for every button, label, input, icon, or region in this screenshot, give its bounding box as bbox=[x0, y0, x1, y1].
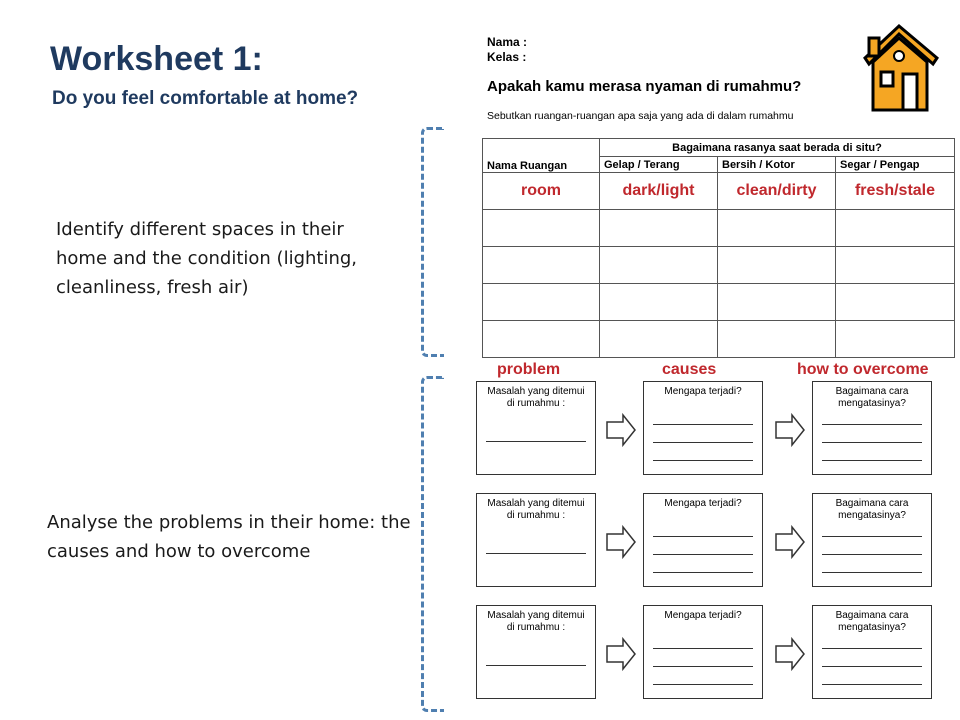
clean-translation: clean/dirty bbox=[736, 182, 817, 199]
flow-arrow-icon bbox=[606, 413, 636, 447]
flow-arrow-icon bbox=[775, 413, 805, 447]
table-row bbox=[483, 210, 955, 247]
label-overcome: how to overcome bbox=[797, 361, 929, 378]
answer-line bbox=[822, 648, 922, 649]
answer-line bbox=[653, 554, 753, 555]
flow-arrow-icon bbox=[775, 637, 805, 671]
cause-box-prompt: Mengapa terjadi? bbox=[664, 386, 742, 397]
room-translation: room bbox=[521, 182, 561, 199]
table-cell bbox=[483, 173, 600, 210]
answer-line bbox=[653, 460, 753, 461]
group-header: Bagaimana rasanya saat berada di situ? bbox=[600, 139, 955, 157]
answer-line bbox=[486, 441, 586, 442]
solution-box-prompt: Bagaimana cara mengatasinya? bbox=[835, 610, 909, 633]
col-light-header: Gelap / Terang bbox=[600, 157, 718, 173]
slide-subtitle: Do you feel comfortable at home? bbox=[52, 88, 359, 109]
cause-box-prompt: Mengapa terjadi? bbox=[664, 610, 742, 621]
problem-box bbox=[476, 605, 596, 699]
col-room-header: Nama Ruangan bbox=[483, 139, 600, 173]
table-cell bbox=[600, 173, 718, 210]
answer-line bbox=[653, 536, 753, 537]
table-cell bbox=[718, 173, 836, 210]
worksheet-question: Apakah kamu merasa nyaman di rumahmu? bbox=[487, 78, 802, 95]
problem-box-prompt: Masalah yang ditemui di rumahmu : bbox=[487, 498, 585, 521]
answer-line bbox=[822, 460, 922, 461]
label-causes: causes bbox=[662, 361, 717, 378]
problem-box-prompt: Masalah yang ditemui di rumahmu : bbox=[487, 610, 585, 633]
label-problem: problem bbox=[497, 361, 561, 378]
answer-line bbox=[486, 553, 586, 554]
answer-line bbox=[653, 684, 753, 685]
answer-line bbox=[822, 424, 922, 425]
rooms-table bbox=[482, 138, 955, 358]
worksheet-instruction: Sebutkan ruangan-ruangan apa saja yang ada di dalam rumahmu bbox=[487, 110, 794, 122]
answer-line bbox=[653, 442, 753, 443]
answer-line bbox=[653, 572, 753, 573]
fresh-translation: fresh/stale bbox=[854, 182, 936, 199]
answer-line bbox=[822, 442, 922, 443]
answer-line bbox=[653, 648, 753, 649]
dashed-bracket-top bbox=[421, 127, 444, 357]
answer-line bbox=[822, 572, 922, 573]
answer-line bbox=[486, 665, 586, 666]
problem-box bbox=[476, 493, 596, 587]
light-translation: dark/light bbox=[622, 182, 695, 199]
problem-box-prompt: Masalah yang ditemui di rumahmu : bbox=[487, 386, 585, 409]
description-problems: Analyse the problems in their home: the causes and how to overcome bbox=[47, 512, 411, 562]
table-row bbox=[483, 247, 955, 284]
answer-line bbox=[653, 666, 753, 667]
description-spaces: Identify different spaces in their home and the condition (lighting, cleanliness, fresh air) bbox=[56, 219, 358, 298]
table-row bbox=[483, 284, 955, 321]
table-row bbox=[483, 321, 955, 358]
flow-arrow-icon bbox=[606, 525, 636, 559]
answer-line bbox=[653, 424, 753, 425]
problem-box bbox=[476, 381, 596, 475]
slide-title: Worksheet 1: bbox=[50, 40, 263, 78]
table-cell bbox=[836, 173, 955, 210]
solution-box-prompt: Bagaimana cara mengatasinya? bbox=[835, 498, 909, 521]
col-fresh-header: Segar / Pengap bbox=[836, 157, 955, 173]
nama-label: Nama : bbox=[487, 35, 528, 49]
flow-arrow-icon bbox=[775, 525, 805, 559]
answer-line bbox=[822, 554, 922, 555]
answer-line bbox=[822, 684, 922, 685]
answer-line bbox=[822, 666, 922, 667]
col-clean-header: Bersih / Kotor bbox=[718, 157, 836, 173]
dashed-bracket-bottom bbox=[421, 376, 444, 712]
flow-arrow-icon bbox=[606, 637, 636, 671]
house-icon bbox=[855, 18, 943, 118]
answer-line bbox=[822, 536, 922, 537]
cause-box-prompt: Mengapa terjadi? bbox=[664, 498, 742, 509]
solution-box-prompt: Bagaimana cara mengatasinya? bbox=[835, 386, 909, 409]
kelas-label: Kelas : bbox=[487, 50, 527, 64]
